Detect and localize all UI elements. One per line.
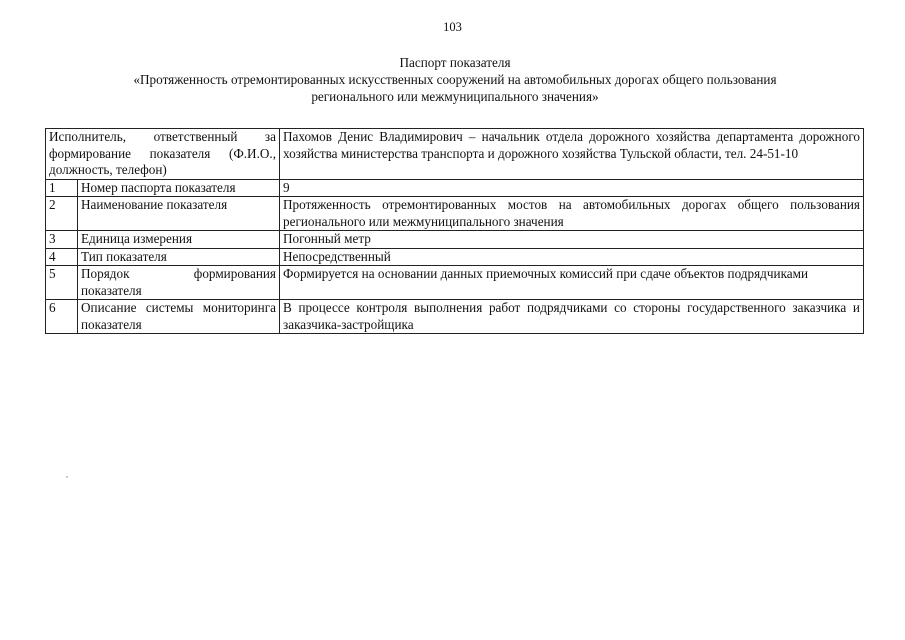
executor-value: Пахомов Денис Владимирович – начальник отдела дорожного хозяйства департамента дорожного хозяйства министерства транспорта и дорожного хозяйства Тульской области, тел. 24-51-10 (280, 129, 864, 180)
row-value: В процессе контроля выполнения работ подрядчиками со стороны государственного заказчика и заказчика-застройщика (280, 300, 864, 334)
row-value: Формируется на основании данных приемочных комиссий при сдаче объектов подрядчиками (280, 266, 864, 300)
row-number: 1 (46, 179, 78, 197)
document-title (60, 54, 850, 105)
title-line-1: Паспорт показателя (399, 55, 511, 70)
row-label: Единица измерения (78, 231, 280, 249)
row-number: 3 (46, 231, 78, 249)
table-row (46, 231, 864, 249)
table-row (46, 197, 864, 231)
passport-table (45, 128, 864, 334)
row-value: Протяженность отремонтированных мостов на автомобильных дорогах общего пользования регионального или межмуниципального значения (280, 197, 864, 231)
page-number: 103 (443, 20, 462, 34)
scan-speck (66, 476, 68, 478)
table-row (46, 266, 864, 300)
table-row (46, 179, 864, 197)
row-value: 9 (280, 179, 864, 197)
row-number: 6 (46, 300, 78, 334)
row-label: Порядок формирования показателя (78, 266, 280, 300)
title-line-3: регионального или межмуниципального значения» (311, 89, 599, 104)
table-row-executor (46, 129, 864, 180)
row-label: Номер паспорта показателя (78, 179, 280, 197)
row-number: 2 (46, 197, 78, 231)
row-value: Непосредственный (280, 248, 864, 266)
row-label: Наименование показателя (78, 197, 280, 231)
row-number: 5 (46, 266, 78, 300)
table-row (46, 300, 864, 334)
row-label: Описание системы мониторинга показателя (78, 300, 280, 334)
row-number: 4 (46, 248, 78, 266)
row-value: Погонный метр (280, 231, 864, 249)
executor-label: Исполнитель, ответственный за формирование показателя (Ф.И.О., должность, телефон) (46, 129, 280, 180)
title-line-2: «Протяженность отремонтированных искусственных сооружений на автомобильных дорогах общего пользования (133, 72, 777, 87)
table-row (46, 248, 864, 266)
row-label: Тип показателя (78, 248, 280, 266)
